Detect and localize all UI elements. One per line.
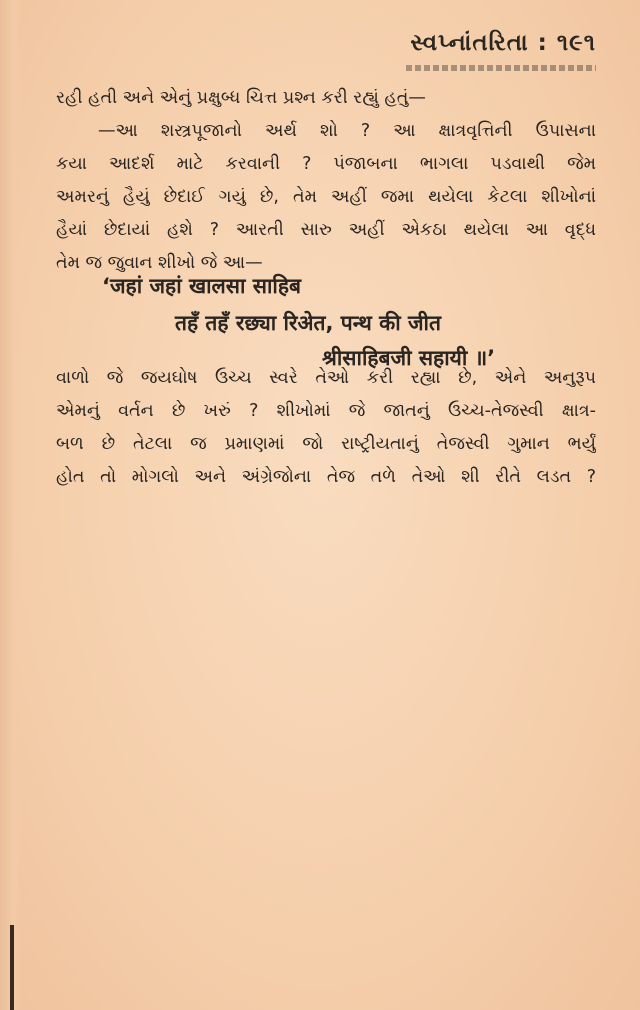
- hindi-quote-line: श्रीसाहिबजी सहायी ॥’: [322, 346, 496, 370]
- paragraph-two: [56, 362, 596, 494]
- hindi-quote-line: ‘जहां जहां खालसा साहिब: [102, 274, 301, 298]
- header-underline: [406, 65, 596, 71]
- hindi-quote-line: तहँ तहँ रछ्या रिअेत, पन्थ की जीत: [175, 311, 441, 335]
- paragraph-one: [56, 82, 596, 280]
- text-line: હોત તો મોગલો અને અંગ્રેજોના તેજ તળે તેઓ શી રીતે લડત ?: [56, 467, 596, 487]
- text-line: હૈયાં છેદાયાં હશે ? આરતી સારુ અહીં એકઠા થયેલા આ વૃદ્ધ: [56, 220, 596, 240]
- running-header: સ્વપ્નાંતરિતા : ૧૯૧: [410, 30, 596, 56]
- text-line: રહી હતી અને એનું પ્રક્ષુબ્ધ ચિત્ત પ્રશ્ન કરી રહ્યું હતું—: [56, 88, 426, 108]
- text-line: કયા આદર્શ માટે કરવાની ? પંજાબના ભાગલા પડવાથી જેમ: [56, 154, 596, 174]
- page-gutter: [0, 0, 22, 1010]
- text-line: બળ છે તેટલા જ પ્રમાણમાં જો રાષ્ટ્રીયતાનું તેજસ્વી ગુમાન ભર્યું: [56, 434, 596, 454]
- text-line: વાળો જે જયઘોષ ઉચ્ચ સ્વરે તેઓ કરી રહ્યા છે, એને અનુરૂપ: [56, 368, 596, 388]
- binding-mark: [10, 925, 14, 1010]
- text-line: —આ શસ્ત્રપૂજાનો અર્થ શો ? આ ક્ષાત્રવૃત્તિની ઉપાસના: [98, 121, 596, 141]
- text-line: તેમ જ જુવાન શીખો જે આ—: [56, 253, 263, 273]
- text-line: એમનું વર્તન છે ખરું ? શીખોમાં જે જાતનું ઉચ્ચ-તેજસ્વી ક્ષાત્ર-: [56, 401, 596, 421]
- text-line: અમરનું હૈયું છેદાઈ ગયું છે, તેમ અહીં જમા થયેલા કેટલા શીખોનાં: [56, 187, 596, 207]
